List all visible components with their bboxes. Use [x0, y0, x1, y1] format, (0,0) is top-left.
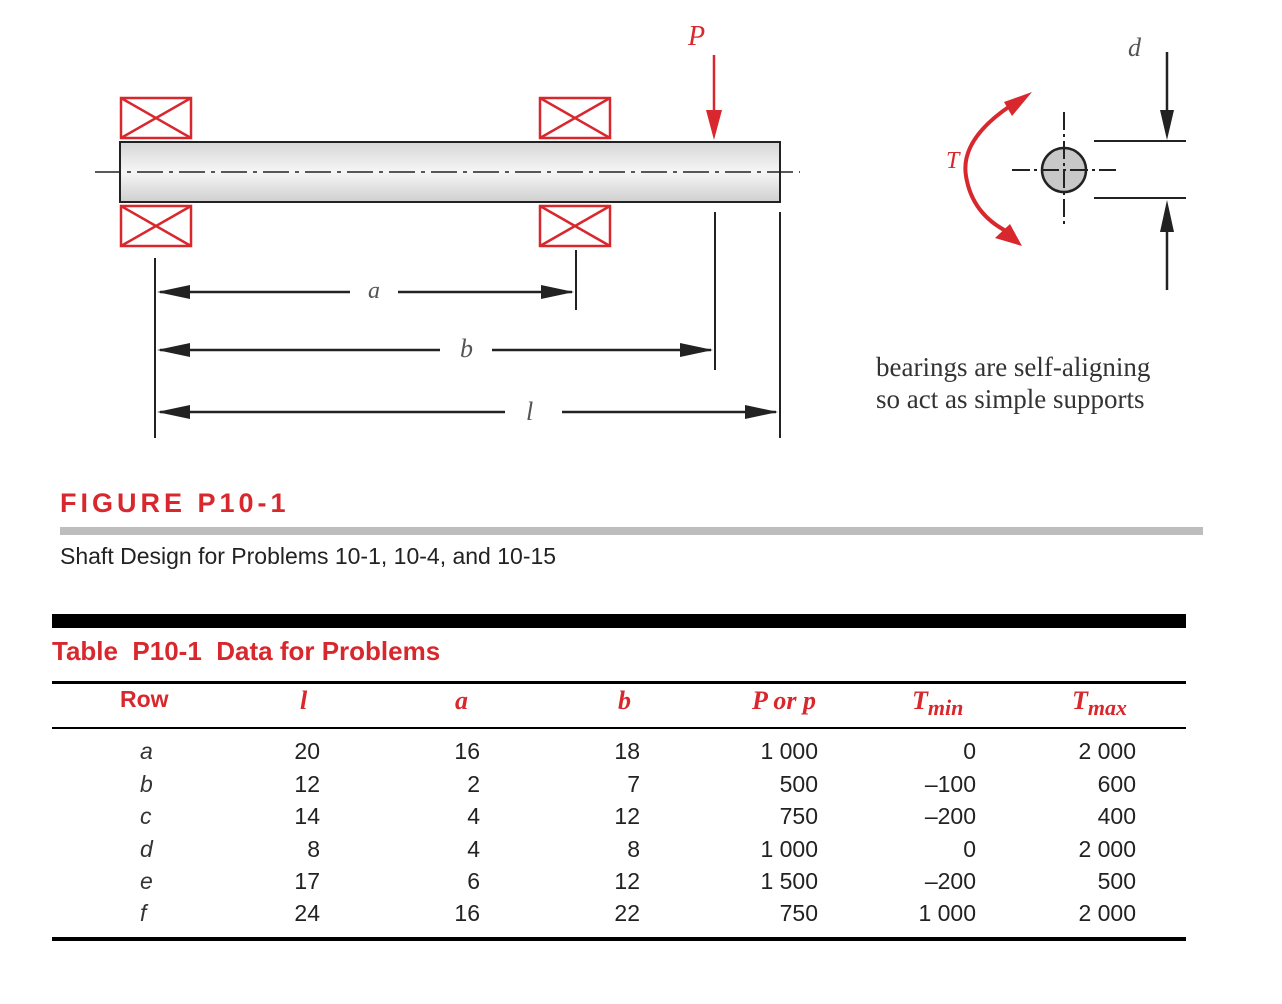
dimension-l-label: l	[526, 397, 534, 426]
row-b-label: b	[140, 771, 153, 797]
left-bearing-top	[121, 98, 191, 138]
header-tmin: $T_{min}$	[912, 686, 964, 720]
row-b-b: 7	[627, 771, 640, 797]
row-f-tmax: 2 000	[1078, 900, 1136, 926]
header-row: Row	[120, 686, 169, 712]
row-c-l: 14	[294, 803, 320, 829]
dimension-b	[157, 343, 713, 357]
row-e-tmax: 500	[1097, 868, 1136, 894]
figure-caption: Shaft Design for Problems 10-1, 10-4, and 10-15	[60, 543, 557, 569]
shaft-cross-section	[1012, 112, 1186, 228]
row-f-tmin: 1 000	[918, 900, 976, 926]
row-b-a: 2	[467, 771, 480, 797]
row-e-b: 12	[614, 868, 640, 894]
left-bearing-bottom	[121, 206, 191, 246]
row-a-p: 1 000	[760, 738, 818, 764]
row-b-l: 12	[294, 771, 320, 797]
row-d-tmax: 2 000	[1078, 836, 1136, 862]
diameter-label: d	[1128, 33, 1141, 62]
right-bearing-bottom	[540, 206, 610, 246]
table-bottom-rule	[52, 937, 1186, 941]
header-p: P or p	[752, 686, 817, 715]
row-e-l: 17	[294, 868, 320, 894]
header-tmax: $T_{max}$	[1072, 686, 1128, 720]
dimension-b-label: b	[460, 334, 473, 363]
load-label: P	[688, 21, 706, 52]
row-a-tmin: 0	[963, 738, 976, 764]
row-c-p: 750	[779, 803, 818, 829]
row-d-p: 1 000	[760, 836, 818, 862]
row-c-tmax: 400	[1097, 803, 1136, 829]
row-c-label: c	[140, 803, 152, 829]
row-d-b: 8	[627, 836, 640, 862]
row-e-p: 1 500	[760, 868, 818, 894]
row-d-l: 8	[307, 836, 320, 862]
dimension-l	[157, 405, 778, 419]
header-b: b	[618, 686, 631, 715]
figure-rule	[60, 527, 1203, 535]
row-a-b: 18	[614, 738, 640, 764]
shaft-diagram	[0, 0, 1282, 480]
table-header-bottom-rule	[52, 727, 1186, 729]
row-e-label: e	[140, 868, 153, 894]
header-a: a	[455, 686, 468, 715]
row-f-b: 22	[614, 900, 640, 926]
diameter-arrows	[1160, 52, 1174, 290]
dimension-a-label: a	[368, 278, 380, 304]
row-f-a: 16	[454, 900, 480, 926]
row-b-p: 500	[779, 771, 818, 797]
row-e-a: 6	[467, 868, 480, 894]
header-l: l	[300, 686, 308, 715]
row-a-l: 20	[294, 738, 320, 764]
row-b-tmax: 600	[1097, 771, 1136, 797]
row-b-tmin: –100	[924, 771, 976, 797]
load-arrow	[706, 55, 722, 140]
table-header-top-rule	[52, 681, 1186, 684]
row-e-tmin: –200	[924, 868, 976, 894]
bearing-note-line2: so act as simple supports	[876, 384, 1145, 414]
table-top-bar	[52, 614, 1186, 628]
right-bearing-top	[540, 98, 610, 138]
row-c-b: 12	[614, 803, 640, 829]
row-a-tmax: 2 000	[1078, 738, 1136, 764]
row-d-label: d	[140, 836, 153, 862]
row-f-l: 24	[294, 900, 320, 926]
table-title: Table P10-1 Data for Problems	[52, 636, 441, 666]
bearing-note-line1: bearings are self-aligning	[876, 352, 1151, 382]
row-d-a: 4	[467, 836, 480, 862]
row-c-a: 4	[467, 803, 480, 829]
dimension-a	[157, 285, 574, 299]
row-f-p: 750	[779, 900, 818, 926]
row-c-tmin: –200	[924, 803, 976, 829]
torque-label: T	[946, 148, 960, 174]
row-d-tmin: 0	[963, 836, 976, 862]
figure-label: FIGURE P10-1	[60, 488, 290, 518]
row-a-label: a	[140, 738, 153, 764]
row-f-label: f	[140, 900, 147, 926]
row-a-a: 16	[454, 738, 480, 764]
